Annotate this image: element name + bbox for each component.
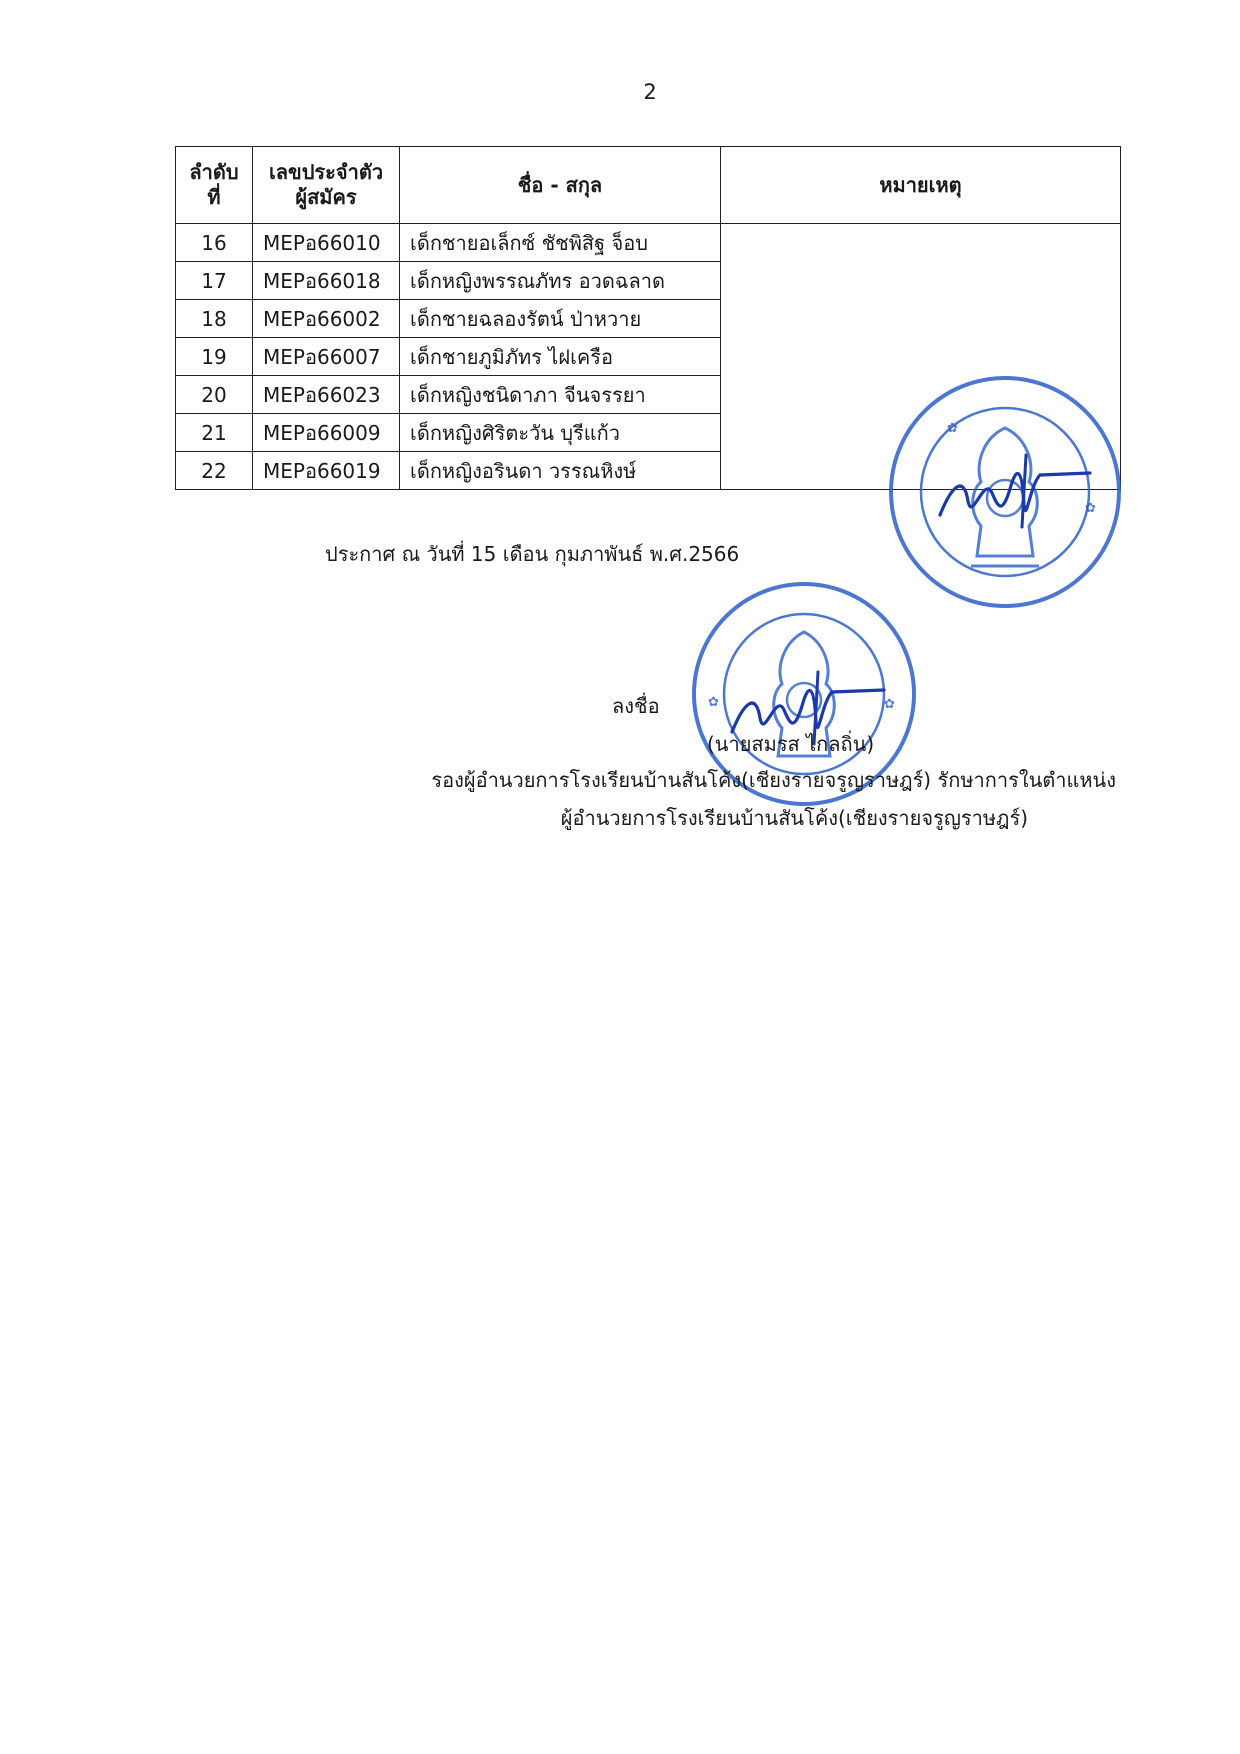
- signature-mark: [930, 445, 1100, 535]
- row-name: เด็กชายอเล็กซ์ ชัชพิสิฐ จ็อบ: [400, 224, 721, 262]
- svg-text:✿: ✿: [947, 421, 958, 436]
- header-number: [176, 147, 253, 224]
- row-name: เด็กชายฉลองรัตน์ ป่าหวาย: [400, 300, 721, 338]
- header-remark: หมายเหตุ: [721, 147, 1121, 224]
- signer-name: (นายสมรส ไกลถิ่น): [707, 732, 875, 756]
- svg-text:✿: ✿: [884, 697, 895, 712]
- page-number: 2: [643, 80, 657, 104]
- row-applicant-id: MEPอ66010: [253, 224, 400, 262]
- row-number: 19: [176, 338, 253, 376]
- row-applicant-id: MEPอ66009: [253, 414, 400, 452]
- svg-text:✿: ✿: [708, 695, 719, 710]
- svg-text:✿: ✿: [1085, 501, 1096, 516]
- row-number: 16: [176, 224, 253, 262]
- row-name: เด็กชายภูมิภัทร ไฝเครือ: [400, 338, 721, 376]
- table-row: [176, 224, 1121, 262]
- row-name: เด็กหญิงชนิดาภา จีนจรรยา: [400, 376, 721, 414]
- row-name: เด็กหญิงพรรณภัทร อวดฉลาด: [400, 262, 721, 300]
- header-number-line1: ลำดับ: [189, 160, 239, 184]
- row-applicant-id: MEPอ66018: [253, 262, 400, 300]
- row-applicant-id: MEPอ66023: [253, 376, 400, 414]
- row-number: 21: [176, 414, 253, 452]
- sign-label: ลงชื่อ: [612, 694, 660, 718]
- row-number: 17: [176, 262, 253, 300]
- header-name: ชื่อ - สกุล: [400, 147, 721, 224]
- header-applicant-id: [253, 147, 400, 224]
- row-number: 22: [176, 452, 253, 490]
- row-number: 20: [176, 376, 253, 414]
- header-id-line1: เลขประจำตัว: [268, 160, 384, 184]
- row-applicant-id: MEPอ66007: [253, 338, 400, 376]
- table-header-row: [176, 147, 1121, 224]
- announcement-date: ประกาศ ณ วันที่ 15 เดือน กุมภาพันธ์ พ.ศ.2566: [325, 542, 740, 566]
- header-id-line2: ผู้สมัคร: [295, 185, 357, 209]
- row-number: 18: [176, 300, 253, 338]
- row-name: เด็กหญิงอรินดา วรรณหิงษ์: [400, 452, 721, 490]
- row-applicant-id: MEPอ66002: [253, 300, 400, 338]
- row-name: เด็กหญิงศิริตะวัน บุรีแก้ว: [400, 414, 721, 452]
- signer-title-line2: ผู้อำนวยการโรงเรียนบ้านสันโค้ง(เชียงรายจรูญราษฎร์): [560, 806, 1028, 830]
- signer-title-line1: รองผู้อำนวยการโรงเรียนบ้านสันโค้ง(เชียงรายจรูญราษฎร์) รักษาการในตำแหน่ง: [431, 768, 1116, 792]
- header-number-line2: ที่: [207, 185, 221, 209]
- row-applicant-id: MEPอ66019: [253, 452, 400, 490]
